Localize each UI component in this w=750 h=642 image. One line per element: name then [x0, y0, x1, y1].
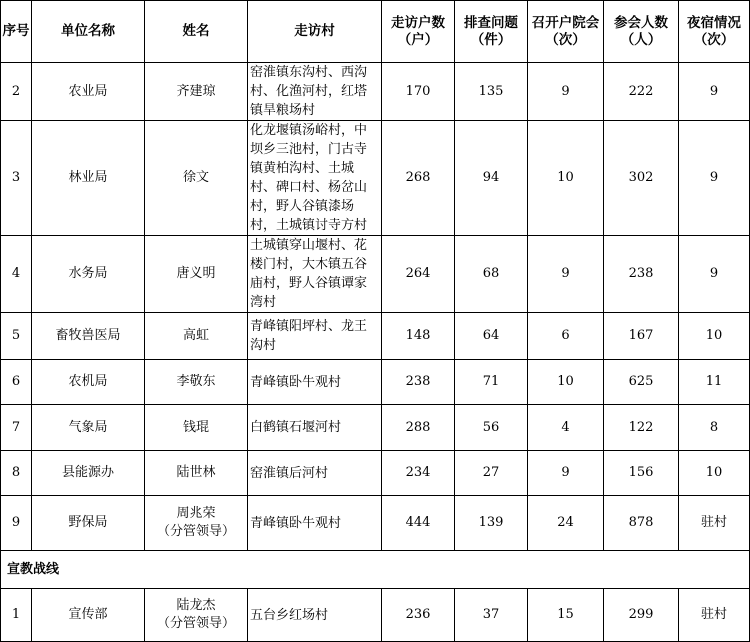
cell-villages: 白鹤镇石堰河村 [248, 405, 382, 451]
cell-issues: 56 [455, 405, 528, 451]
cell-issues: 37 [455, 589, 528, 642]
name-role: （分管领导） [156, 524, 235, 539]
cell-unit: 畜牧兽医局 [32, 313, 145, 360]
cell-overnight: 8 [679, 405, 750, 451]
cell-participants: 122 [604, 405, 679, 451]
cell-villages: 青峰镇卧牛观村 [248, 496, 382, 551]
cell-unit: 水务局 [32, 236, 145, 313]
cell-villages: 窑淮镇东沟村、西沟村、化渔河村，红塔镇旱粮场村 [248, 63, 382, 121]
cell-villages: 土城镇穿山堰村、花楼门村，大木镇五谷庙村，野人谷镇谭家湾村 [248, 236, 382, 313]
cell-unit: 县能源办 [32, 451, 145, 496]
cell-name: 高虹 [145, 313, 248, 360]
table-row [1, 589, 750, 642]
cell-issues: 94 [455, 121, 528, 236]
cell-seq: 5 [1, 313, 32, 360]
cell-issues: 71 [455, 360, 528, 405]
cell-meetings: 9 [528, 451, 604, 496]
cell-meetings: 24 [528, 496, 604, 551]
table-row [1, 451, 750, 496]
cell-seq: 8 [1, 451, 32, 496]
table-row [1, 63, 750, 121]
name-role: （分管领导） [156, 616, 235, 631]
cell-issues: 64 [455, 313, 528, 360]
cell-unit: 农机局 [32, 360, 145, 405]
cell-villages: 五台乡红场村 [248, 589, 382, 642]
header-meetings: 召开户院会（次） [528, 1, 604, 63]
header-villages: 走访村 [248, 1, 382, 63]
header-overnight: 夜宿情况（次） [679, 1, 750, 63]
cell-overnight: 9 [679, 236, 750, 313]
cell-unit: 野保局 [32, 496, 145, 551]
cell-seq: 1 [1, 589, 32, 642]
cell-overnight: 10 [679, 313, 750, 360]
cell-villages: 青峰镇阳坪村、龙王沟村 [248, 313, 382, 360]
cell-meetings: 10 [528, 360, 604, 405]
cell-name: 齐建琼 [145, 63, 248, 121]
cell-name [145, 496, 248, 551]
header-issues: 排查问题（件） [455, 1, 528, 63]
cell-unit: 农业局 [32, 63, 145, 121]
cell-participants: 299 [604, 589, 679, 642]
cell-seq: 7 [1, 405, 32, 451]
cell-name: 唐义明 [145, 236, 248, 313]
cell-participants: 302 [604, 121, 679, 236]
cell-meetings: 9 [528, 236, 604, 313]
cell-meetings: 4 [528, 405, 604, 451]
cell-villages: 窑淮镇后河村 [248, 451, 382, 496]
cell-participants: 222 [604, 63, 679, 121]
cell-issues: 27 [455, 451, 528, 496]
cell-participants: 878 [604, 496, 679, 551]
table-row [1, 496, 750, 551]
header-participants: 参会人数（人） [604, 1, 679, 63]
cell-name: 钱琨 [145, 405, 248, 451]
cell-name: 陆世林 [145, 451, 248, 496]
cell-issues: 135 [455, 63, 528, 121]
table-row [1, 236, 750, 313]
header-row [1, 1, 750, 63]
cell-seq: 6 [1, 360, 32, 405]
cell-meetings: 9 [528, 63, 604, 121]
cell-seq: 2 [1, 63, 32, 121]
cell-households: 264 [382, 236, 455, 313]
cell-meetings: 6 [528, 313, 604, 360]
cell-issues: 68 [455, 236, 528, 313]
name-main: 周兆荣 [176, 506, 216, 521]
section-row [1, 551, 750, 589]
cell-households: 236 [382, 589, 455, 642]
cell-households: 148 [382, 313, 455, 360]
header-seq: 序号 [1, 1, 32, 63]
table-row [1, 360, 750, 405]
cell-villages: 青峰镇卧牛观村 [248, 360, 382, 405]
cell-overnight: 11 [679, 360, 750, 405]
cell-participants: 238 [604, 236, 679, 313]
cell-participants: 625 [604, 360, 679, 405]
section-title: 宣教战线 [1, 551, 750, 589]
cell-unit: 林业局 [32, 121, 145, 236]
name-main: 陆龙杰 [176, 598, 216, 613]
cell-overnight: 驻村 [679, 496, 750, 551]
cell-households: 444 [382, 496, 455, 551]
cell-overnight: 驻村 [679, 589, 750, 642]
header-unit: 单位名称 [32, 1, 145, 63]
cell-households: 238 [382, 360, 455, 405]
cell-name: 徐文 [145, 121, 248, 236]
cell-seq: 4 [1, 236, 32, 313]
cell-households: 288 [382, 405, 455, 451]
cell-unit: 气象局 [32, 405, 145, 451]
header-name: 姓名 [145, 1, 248, 63]
cell-meetings: 15 [528, 589, 604, 642]
cell-households: 268 [382, 121, 455, 236]
cell-participants: 167 [604, 313, 679, 360]
cell-villages: 化龙堰镇汤峪村，中坝乡三池村，门古寺镇黄柏沟村、土城村、碑口村、杨岔山村，野人谷镇漆场村，土城镇讨寺方村 [248, 121, 382, 236]
table-row [1, 405, 750, 451]
cell-overnight: 9 [679, 63, 750, 121]
cell-households: 170 [382, 63, 455, 121]
header-households: 走访户数（户） [382, 1, 455, 63]
cell-seq: 9 [1, 496, 32, 551]
cell-overnight: 9 [679, 121, 750, 236]
cell-overnight: 10 [679, 451, 750, 496]
cell-participants: 156 [604, 451, 679, 496]
cell-meetings: 10 [528, 121, 604, 236]
cell-issues: 139 [455, 496, 528, 551]
cell-name [145, 589, 248, 642]
table-row [1, 121, 750, 236]
cell-seq: 3 [1, 121, 32, 236]
cell-households: 234 [382, 451, 455, 496]
cell-name: 李敬东 [145, 360, 248, 405]
cell-unit: 宣传部 [32, 589, 145, 642]
table-row [1, 313, 750, 360]
